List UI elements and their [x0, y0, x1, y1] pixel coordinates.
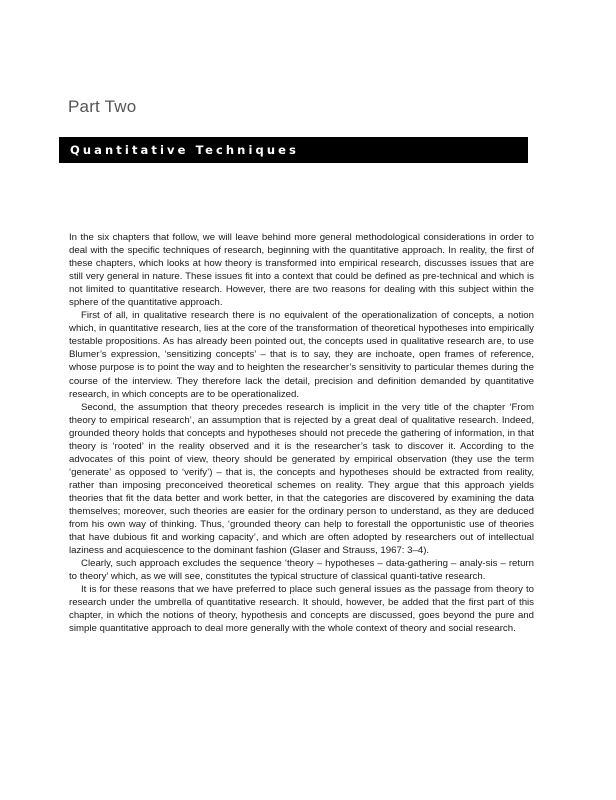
paragraph-1: In the six chapters that follow, we will leave behind more general methodological considerations in order to deal with the specific techniques of research, beginning with the quantitative approach. In reality, the first of these chapters, which looks at how theory is transformed into empirical research, discusses issues that are still very general in nature. These issues fit into a context that could be defined as pre-technical and which is not limited to quantitative research. However, there are two reasons for dealing with this subject within the sphere of the quantitative approach.: [69, 232, 534, 309]
paragraph-5: It is for these reasons that we have preferred to place such general issues as the passage from theory to research under the umbrella of quantitative research. It should, however, be added that the first part of this chapter, in which the notions of theory, hypothesis and concepts are discussed, goes beyond the pure and simple quantitative approach to deal more generally with the whole context of theory and social research.: [69, 584, 534, 635]
body-text: [69, 231, 534, 635]
paragraph-2: First of all, in qualitative research there is no equivalent of the operationalization of concepts, a notion which, in quantitative research, lies at the core of the transformation of theoretical hypotheses into empirically testable propositions. As has already been pointed out, the concepts used in qualitative research are, to use Blumer’s expression, ‘sensitizing concepts’ – that is to say, they are inchoate, open frames of reference, whose purpose is to point the way and to heighten the researcher’s sensitivity to particular themes during the course of the interview. They therefore lack the detail, precision and definition demanded by quantitative research, in which concepts are to be operationalized.: [69, 310, 534, 400]
chapter-title: Quantitative Techniques: [70, 143, 299, 157]
paragraph-3: Second, the assumption that theory precedes research is implicit in the very title of the chapter ‘From theory to empirical research’, an assumption that is rejected by a great deal of qualitative research. Indeed, grounded theory holds that concepts and hypotheses should not precede the gathering of information, in that theory is ‘rooted’ in the reality observed and it is the researcher’s task to discover it. According to the advocates of this point of view, theory should be generated by empirical observation (they use the term ‘generate’ as opposed to ‘verify’) – that is, the concepts and hypotheses should be extracted from reality, rather than imposing preconceived theoretical schemes on reality. They argue that this approach yields theories that fit the data better and work better, in that the categories are discovered by examining the data themselves; moreover, such theories are easier for the ordinary person to understand, as they are deduced from his own way of thinking. Thus, ‘grounded theory can help to forestall the opportunistic use of theories that have dubious fit and working capacity’, and which are often adopted by researchers out of intellectual laziness and acquiescence to the dominant fashion (Glaser and Strauss, 1967: 3–4).: [69, 401, 534, 557]
chapter-title-bar: [59, 137, 528, 163]
paragraph-4: Clearly, such approach excludes the sequence ‘theory – hypotheses – data-gathering – analy-sis – return to theory’ which, as we will see, constitutes the typical structure of classical quanti-tative research.: [69, 558, 534, 583]
part-label: Part Two: [68, 97, 137, 116]
